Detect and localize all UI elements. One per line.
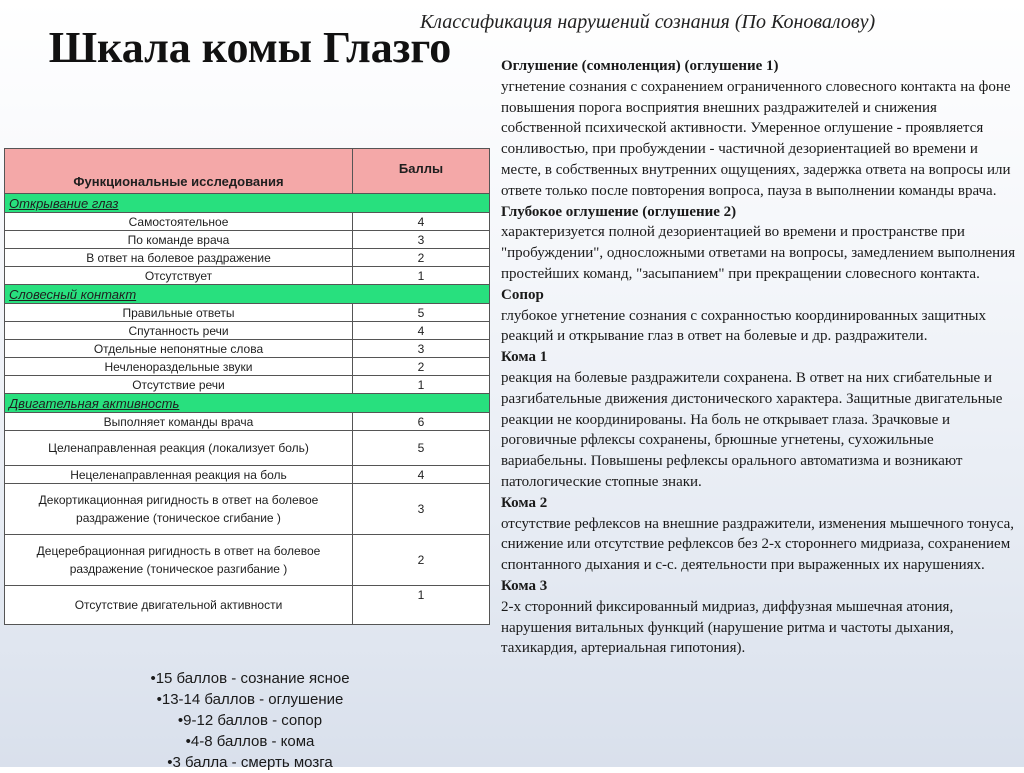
section-eye-opening — [5, 194, 490, 213]
row-label: Спутанность речи — [5, 322, 353, 340]
legend-item: •13-14 баллов - оглушение — [156, 691, 344, 708]
text-stupor-1: угнетение сознания с сохранением ограниченного словесного контакта на фоне повышения порога восприятия внешних раздражителей и снижения собственной психической активности. Умеренное оглушение - проявляется сонливостью, при пробуждении - частичной дезориентацией во времени и месте, в собственных внутренних ощущениях, задержка ответа на вопросы или ответе только после повторения вопроса, пауза в выполнении команды врача. — [501, 78, 1011, 199]
table-row — [5, 267, 490, 285]
heading-stupor-2: Глубокое оглушение (оглушение 2) — [501, 203, 737, 220]
legend-item: •4-8 баллов - кома — [185, 733, 315, 750]
legend-item: •3 балла - смерть мозга — [167, 754, 333, 771]
table-row — [5, 213, 490, 231]
table-header-row — [5, 149, 490, 194]
section-verbal-contact — [5, 285, 490, 304]
table-row — [5, 431, 490, 466]
row-score: 2 — [353, 249, 490, 267]
heading-coma-1: Кома 1 — [501, 349, 548, 366]
row-score: 1 — [353, 267, 490, 285]
row-score: 3 — [353, 231, 490, 249]
row-score: 4 — [353, 466, 490, 484]
row-label: Правильные ответы — [5, 304, 353, 322]
heading-coma-2: Кома 2 — [501, 494, 548, 511]
section-label: Двигательная активность — [5, 394, 490, 413]
row-label: Децеребрационная ригидность в ответ на болевое раздражение (тоническое разгибание ) — [5, 535, 353, 586]
heading-sopor: Сопор — [501, 286, 544, 303]
header-score: Баллы — [353, 149, 490, 194]
text-coma-2: отсутствие рефлексов на внешние раздражители, изменения мышечного тонуса, снижение или отсутствие рефлексов без 2-х стороннего мидриаза, сохранением спонтанного дыхания и с-с. деятельности при выраженных их нарушениях. — [501, 515, 1015, 574]
row-score: 4 — [353, 322, 490, 340]
text-coma-3: 2-х сторонний фиксированный мидриаз, диффузная мышечная атония, нарушения витальных функций (нарушение ритма и частоты дыхания, тахикардия, артериальная гипотония). — [501, 598, 954, 657]
row-score: 1 — [353, 586, 490, 625]
table-row — [5, 413, 490, 431]
table-row — [5, 586, 490, 625]
row-score: 4 — [353, 213, 490, 231]
row-score: 5 — [353, 304, 490, 322]
legend-item: •9-12 баллов - сопор — [177, 712, 323, 729]
header-function: Функциональные исследования — [5, 149, 353, 194]
row-score: 1 — [353, 376, 490, 394]
table-row — [5, 376, 490, 394]
text-stupor-2: характеризуется полной дезориентацией во времени и пространстве при "пробуждении", односложными ответами на вопросы, замедлением выполнения простейших команд, "засыпанием" при прекращении словесного контакта. — [501, 224, 1016, 282]
row-label: Нечленораздельные звуки — [5, 358, 353, 376]
section-label: Открывание глаз — [5, 194, 490, 213]
section-motor-activity — [5, 394, 490, 413]
row-label: Целенаправленная реакция (локализует боль) — [5, 431, 353, 466]
glasgow-scale-table — [4, 148, 490, 625]
row-score: 5 — [353, 431, 490, 466]
table-row — [5, 340, 490, 358]
row-label: Отдельные непонятные слова — [5, 340, 353, 358]
row-label: Декортикационная ригидность в ответ на болевое раздражение (тоническое сгибание ) — [5, 484, 353, 535]
row-score: 3 — [353, 340, 490, 358]
heading-stupor-1: Оглушение (сомноленция) (оглушение 1) — [501, 58, 779, 74]
row-label: По команде врача — [5, 231, 353, 249]
row-label: В ответ на болевое раздражение — [5, 249, 353, 267]
classification-title: Классификация нарушений сознания (По Коновалову) — [420, 11, 876, 33]
row-label: Выполняет команды врача — [5, 413, 353, 431]
row-label: Самостоятельное — [5, 213, 353, 231]
row-label: Нецеленаправленная реакция на боль — [5, 466, 353, 484]
row-label: Отсутствует — [5, 267, 353, 285]
row-label: Отсутствие двигательной активности — [5, 586, 353, 625]
text-sopor: глубокое угнетение сознания с сохранностью координированных защитных реакций и открывание глаз в ответ на болевые и др. раздражители. — [501, 307, 986, 345]
row-score: 2 — [353, 358, 490, 376]
table-row — [5, 484, 490, 535]
table-row — [5, 535, 490, 586]
row-score: 6 — [353, 413, 490, 431]
table-row — [5, 249, 490, 267]
table-row — [5, 322, 490, 340]
slide-title: Шкала комы Глазго — [48, 23, 452, 72]
section-label: Словесный контакт — [5, 285, 490, 304]
table-row — [5, 231, 490, 249]
classification-text — [501, 56, 1019, 659]
table-row — [5, 466, 490, 484]
table-row — [5, 358, 490, 376]
heading-coma-3: Кома 3 — [501, 577, 548, 594]
text-coma-1: реакция на болевые раздражители сохранена. В ответ на них сгибательные и разгибательные движения дистонического характера. Защитные двигательные реакции не координированы. На боль не открывает глаза. Зрачковые и роговичные рфлексы сохранены, брюшные угнетены, сухожильные вариабельны. Повышены рефлексы орального автоматизма и возникают патологические стопные знаки. — [501, 369, 1003, 490]
score-legend — [10, 668, 490, 773]
legend-item: •15 баллов - сознание ясное — [150, 670, 350, 687]
table-row — [5, 304, 490, 322]
row-score: 3 — [353, 484, 490, 535]
row-score: 2 — [353, 535, 490, 586]
row-label: Отсутствие речи — [5, 376, 353, 394]
